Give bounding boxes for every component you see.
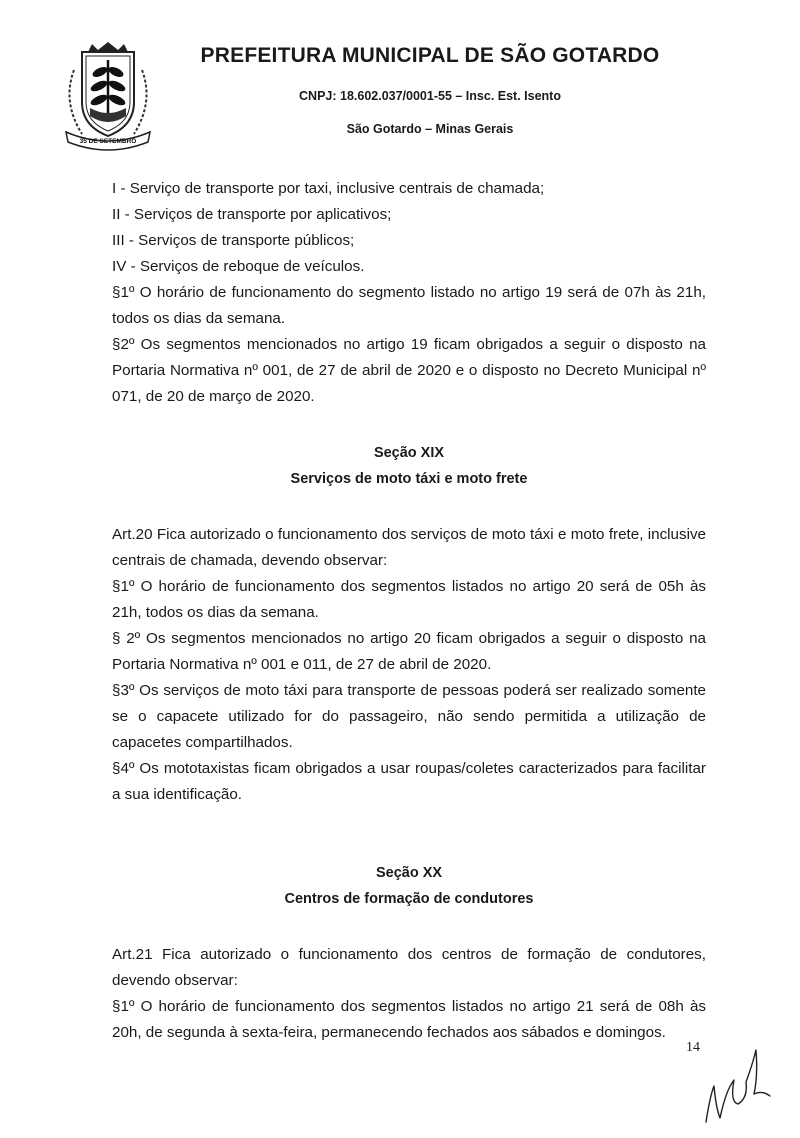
art20-paragraph-2: § 2º Os segmentos mencionados no artigo 20 ficam obrigados a seguir o disposto na Portaria Normativa nº 001 e 011, de 27 de abril de 2020. — [112, 630, 706, 673]
art20-paragraph-1: §1º O horário de funcionamento dos segmentos listados no artigo 20 será de 05h às 21h, todos os dias da semana. — [112, 578, 706, 621]
municipality-title: PREFEITURA MUNICIPAL DE SÃO GOTARDO — [200, 44, 660, 67]
document-header — [0, 0, 800, 160]
cnpj-line: CNPJ: 18.602.037/0001-55 – Insc. Est. Isento — [299, 89, 561, 103]
art21-paragraph: Art.21 Fica autorizado o funcionamento dos centros de formação de condutores, devendo observar: — [112, 946, 706, 989]
list-item: IV - Serviços de reboque de veículos. — [112, 258, 365, 275]
seal-ribbon-text: 35 DE SETEMBRO — [79, 138, 137, 145]
page-number: 14 — [686, 1040, 700, 1055]
art19-paragraph-1: §1º O horário de funcionamento do segmento listado no artigo 19 será de 07h às 21h, todos os dias da semana. — [112, 284, 706, 327]
list-item: III - Serviços de transporte públicos; — [112, 232, 355, 249]
city-line: São Gotardo – Minas Gerais — [346, 122, 514, 136]
art19-paragraph-2: §2º Os segmentos mencionados no artigo 19 ficam obrigados a seguir o disposto na Portaria Normativa nº 001, de 27 de abril de 2020 e o disposto no Decreto Municipal nº 071, de 20 de março de 2020. — [112, 336, 706, 405]
section-xix-subtitle: Serviços de moto táxi e moto frete — [290, 471, 528, 487]
art20-paragraph-4: §4º Os mototaxistas ficam obrigados a usar roupas/coletes caracterizados para facilitar a sua identificação. — [112, 760, 706, 803]
list-item: I - Serviço de transporte por taxi, inclusive centrais de chamada; — [112, 180, 545, 197]
art21-paragraph-1: §1º O horário de funcionamento dos segmentos listados no artigo 21 será de 08h às 20h, de segunda à sexta-feira, permanecendo fechados aos sábados e domingos. — [112, 998, 706, 1041]
handwritten-signature — [700, 1046, 772, 1126]
document-body — [112, 176, 706, 1046]
list-item: II - Serviços de transporte por aplicativos; — [112, 206, 392, 223]
art20-paragraph-3: §3º Os serviços de moto táxi para transporte de pessoas poderá ser realizado somente se o capacete utilizado for do passageiro, não sendo permitida a utilização de capacetes compartilhados. — [112, 682, 706, 751]
art20-paragraph: Art.20 Fica autorizado o funcionamento dos serviços de moto táxi e moto frete, inclusive centrais de chamada, devendo observar: — [112, 526, 706, 569]
section-xx-title: Seção XX — [375, 865, 443, 881]
section-xx-subtitle: Centros de formação de condutores — [284, 891, 534, 907]
municipal-seal-logo — [52, 42, 164, 152]
section-xix-title: Seção XIX — [373, 445, 445, 461]
